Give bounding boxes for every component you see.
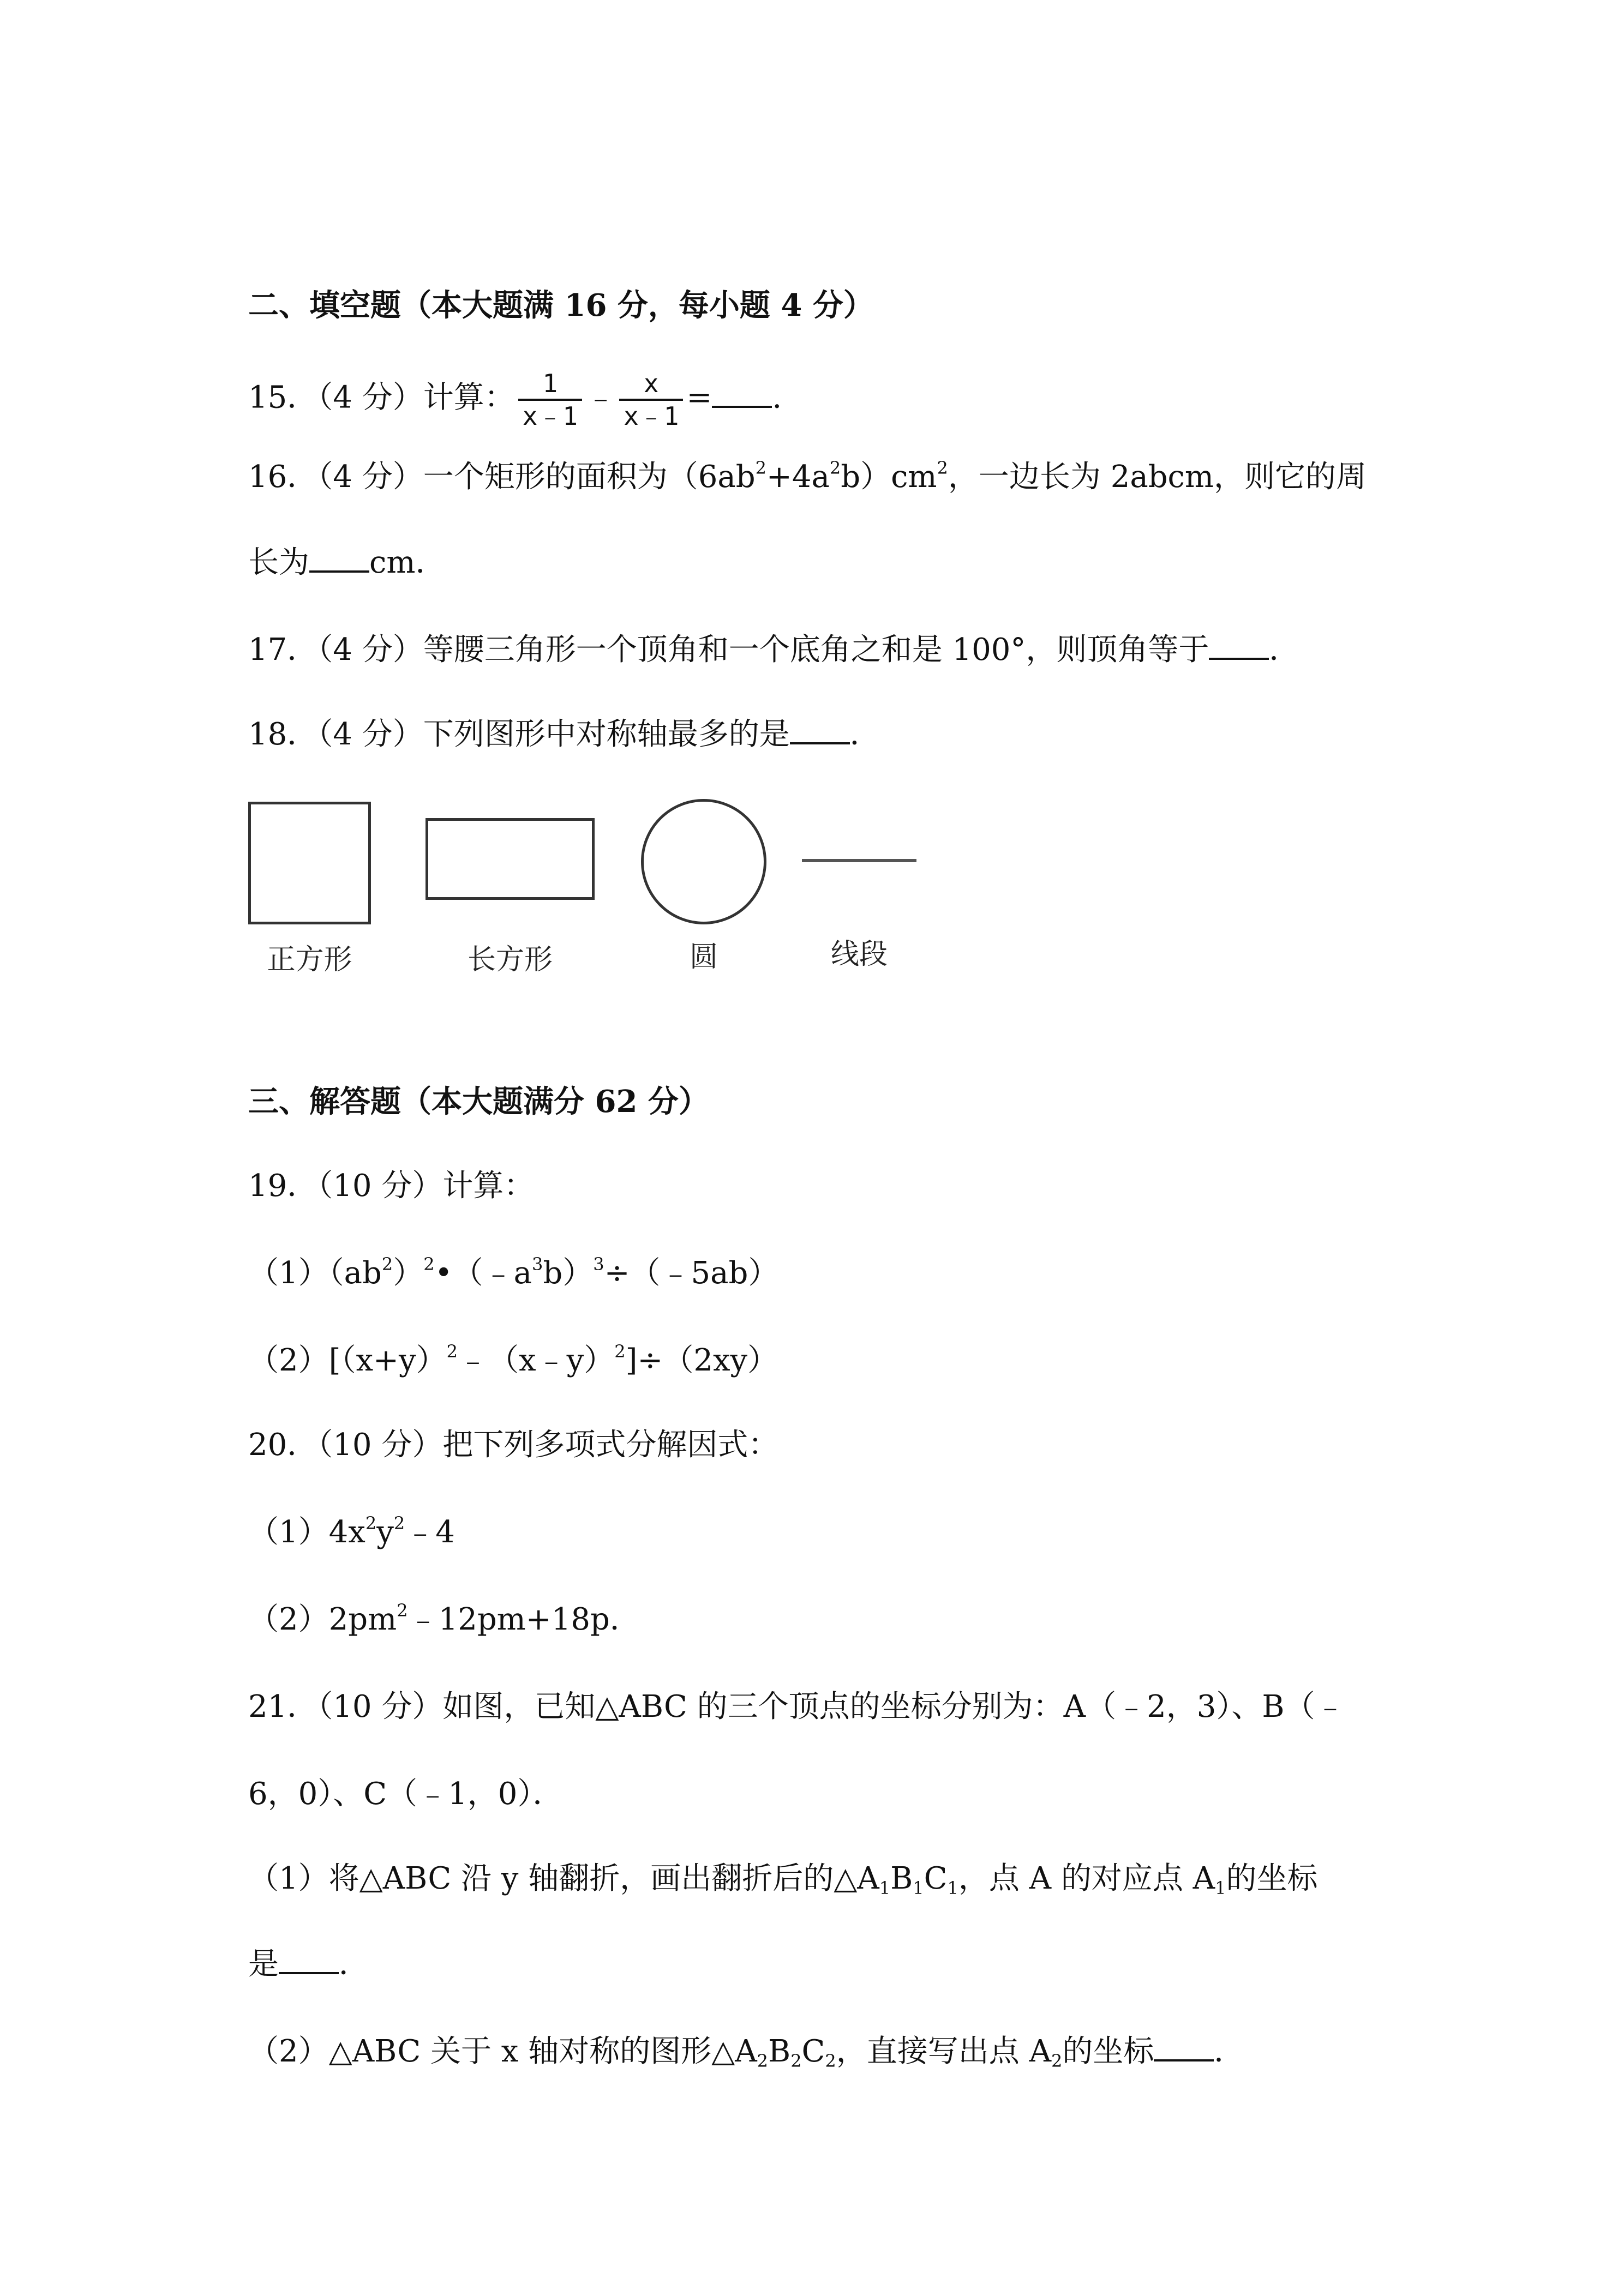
q21-p1-sub-3: 1	[947, 1878, 958, 1898]
question-21-line-2: 6，0）、C（﹣1，0）．	[248, 1776, 564, 1812]
square-figure	[248, 802, 371, 924]
q21-p2-b: B	[768, 2034, 791, 2069]
q20-p2-b: ﹣12pm+18p．	[408, 1602, 640, 1637]
q20-p2-a: （2）2pm	[248, 1602, 397, 1637]
q21-p2-d: ，直接写出点 A	[836, 2034, 1052, 2069]
q21-p2-sub-1: 2	[757, 2051, 769, 2071]
question-21-part-2	[248, 2029, 1244, 2073]
q21-p2-e: 的坐标	[1062, 2034, 1154, 2069]
question-18	[248, 712, 880, 756]
q21-p2-a: （2）△ABC 关于 x 轴对称的图形△A	[248, 2034, 757, 2069]
q16-line2-a: 长为	[248, 545, 309, 580]
question-20: 20．（10 分）把下列多项式分解因式：	[248, 1427, 779, 1463]
q19-p1-a: （1）（ab	[248, 1255, 382, 1291]
q15-fraction-1	[518, 368, 582, 431]
q21-p2-sub-2: 2	[790, 2051, 802, 2071]
q15-fraction-2	[619, 368, 683, 431]
q21-p1-sub-2: 1	[913, 1878, 924, 1898]
segment-figure	[802, 859, 916, 862]
q17-answer-blank	[1209, 627, 1269, 660]
question-19-part-2	[248, 1339, 778, 1383]
segment-label: 线段	[830, 938, 888, 971]
circle-figure	[641, 799, 766, 924]
q19-p2-sup-1: 2	[446, 1341, 458, 1362]
rectangle-figure	[426, 818, 595, 900]
q21-p1-sub-4: 1	[1215, 1878, 1226, 1898]
question-20-part-2	[248, 1598, 640, 1642]
question-16-line-1	[248, 455, 1367, 499]
q15-answer-blank	[712, 375, 772, 408]
q19-p1-b: ）	[393, 1255, 424, 1291]
q21-p1-b: B	[890, 1861, 913, 1896]
q15-minus: ﹣	[585, 380, 616, 416]
q21-p2-sub-3: 2	[825, 2051, 836, 2071]
question-19: 19．（10 分）计算：	[248, 1168, 535, 1204]
q16-answer-blank	[309, 540, 369, 573]
q21-p2-c: C	[801, 2034, 825, 2069]
q15-frac1-numerator: 1	[542, 369, 558, 398]
circle-label: 圆	[689, 941, 718, 973]
q21-p1-e: 的坐标	[1226, 1861, 1318, 1896]
q21-p1-a: （1）将△ABC 沿 y 轴翻折，画出翻折后的△A	[248, 1861, 879, 1896]
q15-end: .	[772, 380, 782, 416]
q19-p2-b: ﹣（x﹣y）	[457, 1343, 615, 1378]
q16-text-b: +4a	[766, 459, 830, 495]
question-17	[248, 627, 1299, 672]
q15-frac1-denominator: x﹣1	[518, 399, 582, 431]
question-15	[248, 368, 782, 431]
q19-p2-c: ]÷（2xy）	[625, 1343, 778, 1378]
q19-p1-sup-3: 3	[532, 1254, 543, 1275]
q21-p1-sub-1: 1	[879, 1878, 891, 1898]
q21-p1-d: ，点 A 的对应点 A	[958, 1861, 1215, 1896]
q19-p1-c: •（﹣a	[434, 1255, 532, 1291]
q16-line2-b: cm．	[369, 545, 446, 580]
q16-sup-3: 2	[937, 458, 948, 478]
q21-p2-end: ．	[1214, 2034, 1245, 2069]
q19-p1-sup-4: 3	[593, 1254, 604, 1275]
q16-sup-2: 2	[829, 458, 841, 478]
q21-p1-line2-b: ．	[339, 1946, 369, 1982]
question-21-line-1: 21．（10 分）如图，已知△ABC 的三个顶点的坐标分别为：A（﹣2，3）、B（﹣	[248, 1689, 1346, 1724]
q21-p1-c: C	[924, 1861, 948, 1896]
q20-p1-sup-2: 2	[393, 1513, 405, 1534]
q20-p1-a: （1）4x	[248, 1514, 365, 1550]
question-21-part-1-line-2	[248, 1942, 369, 1986]
q19-p1-sup-1: 2	[381, 1254, 393, 1275]
q18-end: ．	[849, 717, 880, 752]
square-label: 正方形	[267, 943, 352, 976]
q20-p1-sup-1: 2	[365, 1513, 377, 1534]
question-19-part-1	[248, 1252, 778, 1295]
q18-text: 18．（4 分）下列图形中对称轴最多的是	[248, 717, 790, 752]
section2-title: 二、填空题（本大题满 16 分，每小题 4 分）	[248, 287, 874, 323]
q19-p1-sup-2: 2	[423, 1254, 435, 1275]
q19-p1-d: b）	[543, 1255, 594, 1291]
q19-p2-sup-2: 2	[614, 1341, 626, 1362]
q15-equals: =	[686, 380, 712, 416]
q20-p2-sup-1: 2	[397, 1600, 408, 1621]
q15-frac2-numerator: x	[643, 369, 659, 398]
q19-p1-e: ÷（﹣5ab）	[604, 1255, 779, 1291]
q16-text-d: ，一边长为 2abcm，则它的周	[948, 459, 1367, 495]
q16-text-a: 16．（4 分）一个矩形的面积为（6ab	[248, 459, 756, 495]
q18-answer-blank	[790, 712, 850, 744]
q20-p1-b: y	[376, 1514, 394, 1550]
q17-end: ．	[1269, 632, 1300, 668]
rectangle-label: 长方形	[467, 943, 553, 976]
question-21-part-1	[248, 1857, 1317, 1901]
q21-p1-answer-blank	[279, 1942, 339, 1974]
q21-p2-sub-4: 2	[1051, 2051, 1063, 2071]
question-16-line-2	[248, 540, 446, 585]
section3-title: 三、解答题（本大题满分 62 分）	[248, 1084, 709, 1120]
q21-p2-answer-blank	[1154, 2029, 1214, 2061]
q16-sup-1: 2	[755, 458, 766, 478]
q21-p1-line2-a: 是	[248, 1946, 279, 1982]
q17-text: 17．（4 分）等腰三角形一个顶角和一个底角之和是 100°，则顶角等于	[248, 632, 1209, 668]
q15-frac2-denominator: x﹣1	[619, 399, 683, 431]
q19-p2-a: （2）[（x+y）	[248, 1343, 447, 1378]
q15-prefix: 15．（4 分）计算：	[248, 380, 515, 416]
q16-text-c: b）cm	[841, 459, 937, 495]
q20-p1-c: ﹣4	[405, 1514, 455, 1550]
question-20-part-1	[248, 1511, 455, 1554]
